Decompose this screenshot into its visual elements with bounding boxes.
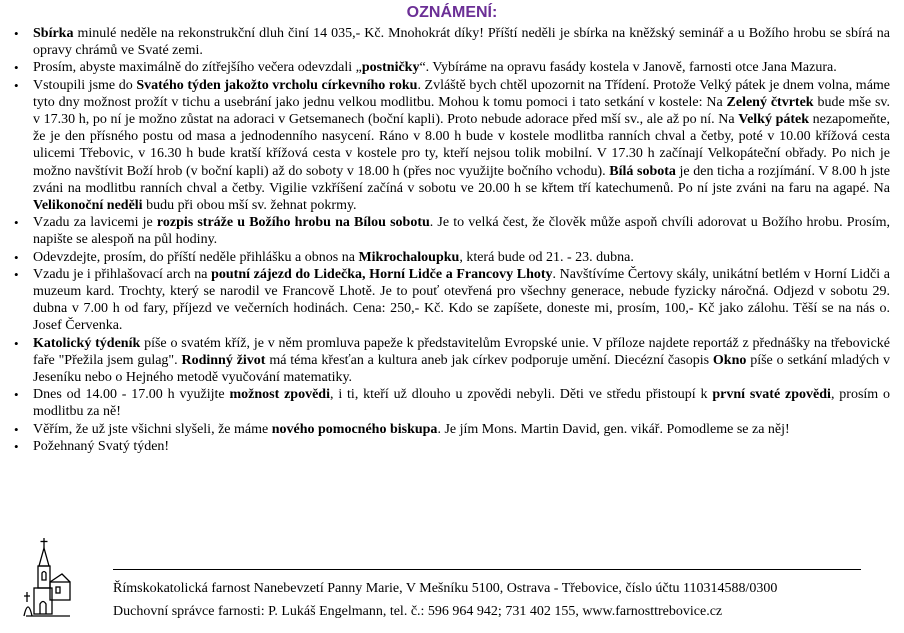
list-item-bishop: • Věřím, že už jste všichni slyšeli, že máme nového pomocného biskupa. Je jím Mons. Martin David, gen. vikář. Pomodleme se za něj! — [0, 421, 890, 438]
list-item-fasting-boxes: • Prosím, abyste maximálně do zítřejšího večera odevzdali „postničky“. Vybíráme na opravu fasády kostela v Janově, farnosti otce Jana Mazura. — [0, 59, 890, 76]
announcement-list — [0, 25, 890, 455]
footer-contact: Duchovní správce farnosti: P. Lukáš Engelmann, tel. č.: 596 964 942; 731 402 155, www.farnosttrebovice.cz — [113, 604, 723, 619]
footer-parish-address: Římskokatolická farnost Nanebevzetí Panny Marie, V Mešníku 5100, Ostrava - Třebovice, číslo účtu 110314588/0300 — [113, 581, 778, 596]
list-item-pilgrimage: • Vzadu je i přihlašovací arch na poutní zájezd do Lidečka, Horní Lidče a Francovy Lhoty. Navštívíme Čertovy skály, unikátní betlém v Horní Lidči a muzeum kard. Trochty, který se narodil ve Francově Lhotě. Je to pouť otevřená pro všechny generace, nebude fyzicky náročná. Odjezd v sobotu 29. dubna v 7.00 h od fary, příjezd ve večerních hodinách. Cena: 250,- Kč. Kdo se zapíšete, doneste mi, prosím, 100,- Kč jako zálohu. Těší se na nás o. Josef Červenka. — [0, 266, 890, 335]
list-item-holy-week: • Vstoupili jsme do Svatého týden jakožto vrcholu církevního roku. Zvláště bych chtěl upozornit na Třídení. Protože Velký pátek je dnem volna, máme tyto dny možnost prožít v tichu a usebrání jako jednu velkou modlitbu. Mohou k tomu pomoci i tato setkání v kostele: Na Zelený čtvrtek bude mše sv. v 17.30 h, po ní je možno zůstat na adoraci v Getsemanech (boční kapli). Proto nebude adorace před mší sv., ale až po ní. Na Velký pátek nezapomeňte, že je den přísného postu od masa a jednodenního nasycení. Ráno v 8.00 h bude v kostele modlitba ranních chval a četby, poté v 10.00 křížová cesta ulicemi Třebovic, v 16.30 h bude kratší křížová cesta v kostele pro ty, kteří nejsou tolik mobilní. V 17.30 h začínají Velkopáteční obřady. Po nich je možno navštívit Boží hrob (v boční kapli) až do soboty v 18.00 h (přes noc využijte bočního vchodu). Bílá sobota je den ticha a rozjímání. V 8.00 h jste zváni na modlitbu ranních chval a četby. Vigilie vzkříšení začíná v sobotu ve 20.00 h se křtem tří katechumenů. Po ní jste zváni na faru na agapé. Na Velikonoční neděli budu při obou mší sv. žehnat pokrmy. — [0, 77, 890, 215]
list-item-blessing: • Požehnaný Svatý týden! — [0, 438, 890, 455]
list-item-mikrochaloupka: • Odevzdejte, prosím, do příští neděle přihlášku a obnos na Mikrochaloupku, která bude od 21. - 23. dubna. — [0, 249, 890, 266]
page-title: OZNÁMENÍ: — [406, 4, 498, 21]
footer-divider — [113, 569, 861, 570]
list-item-confession: • Dnes od 14.00 - 17.00 h využijte možnost zpovědi, i ti, kteří už dlouho u zpovědi nebyli. Děti ve středu přistoupí k první svaté zpovědi, prosím o modlitbu za ně! — [0, 386, 890, 420]
list-item-press: • Katolický týdeník píše o svatém kříž, je v něm promluva papeže k představitelům Evropské unie. V příloze najdete reportáž z přednášky na třebovické faře "Přežila jsem gulag". Rodinný život má téma křesťan a kultura aneb jak církev podporuje umění. Diecézní časopis Okno píše o setkání mladých v Jeseníku nebo o Hejného metodě vyučování matematiky. — [0, 335, 890, 387]
list-item-collection: • Sbírka minulé neděle na rekonstrukční dluh činí 14 035,- Kč. Mnohokrát díky! Příští neděli je sbírka na kněžský seminář a u Božího hrobu se sbírá na opravy chrámů ve Svaté zemi. — [0, 25, 890, 59]
list-item-tomb-watch: • Vzadu za lavicemi je rozpis stráže u Božího hrobu na Bílou sobotu. Je to velká čest, že člověk může aspoň chvíli adorovat u Božího hrobu. Prosím, napište se alespoň na půl hodiny. — [0, 214, 890, 248]
church-icon — [20, 536, 72, 626]
